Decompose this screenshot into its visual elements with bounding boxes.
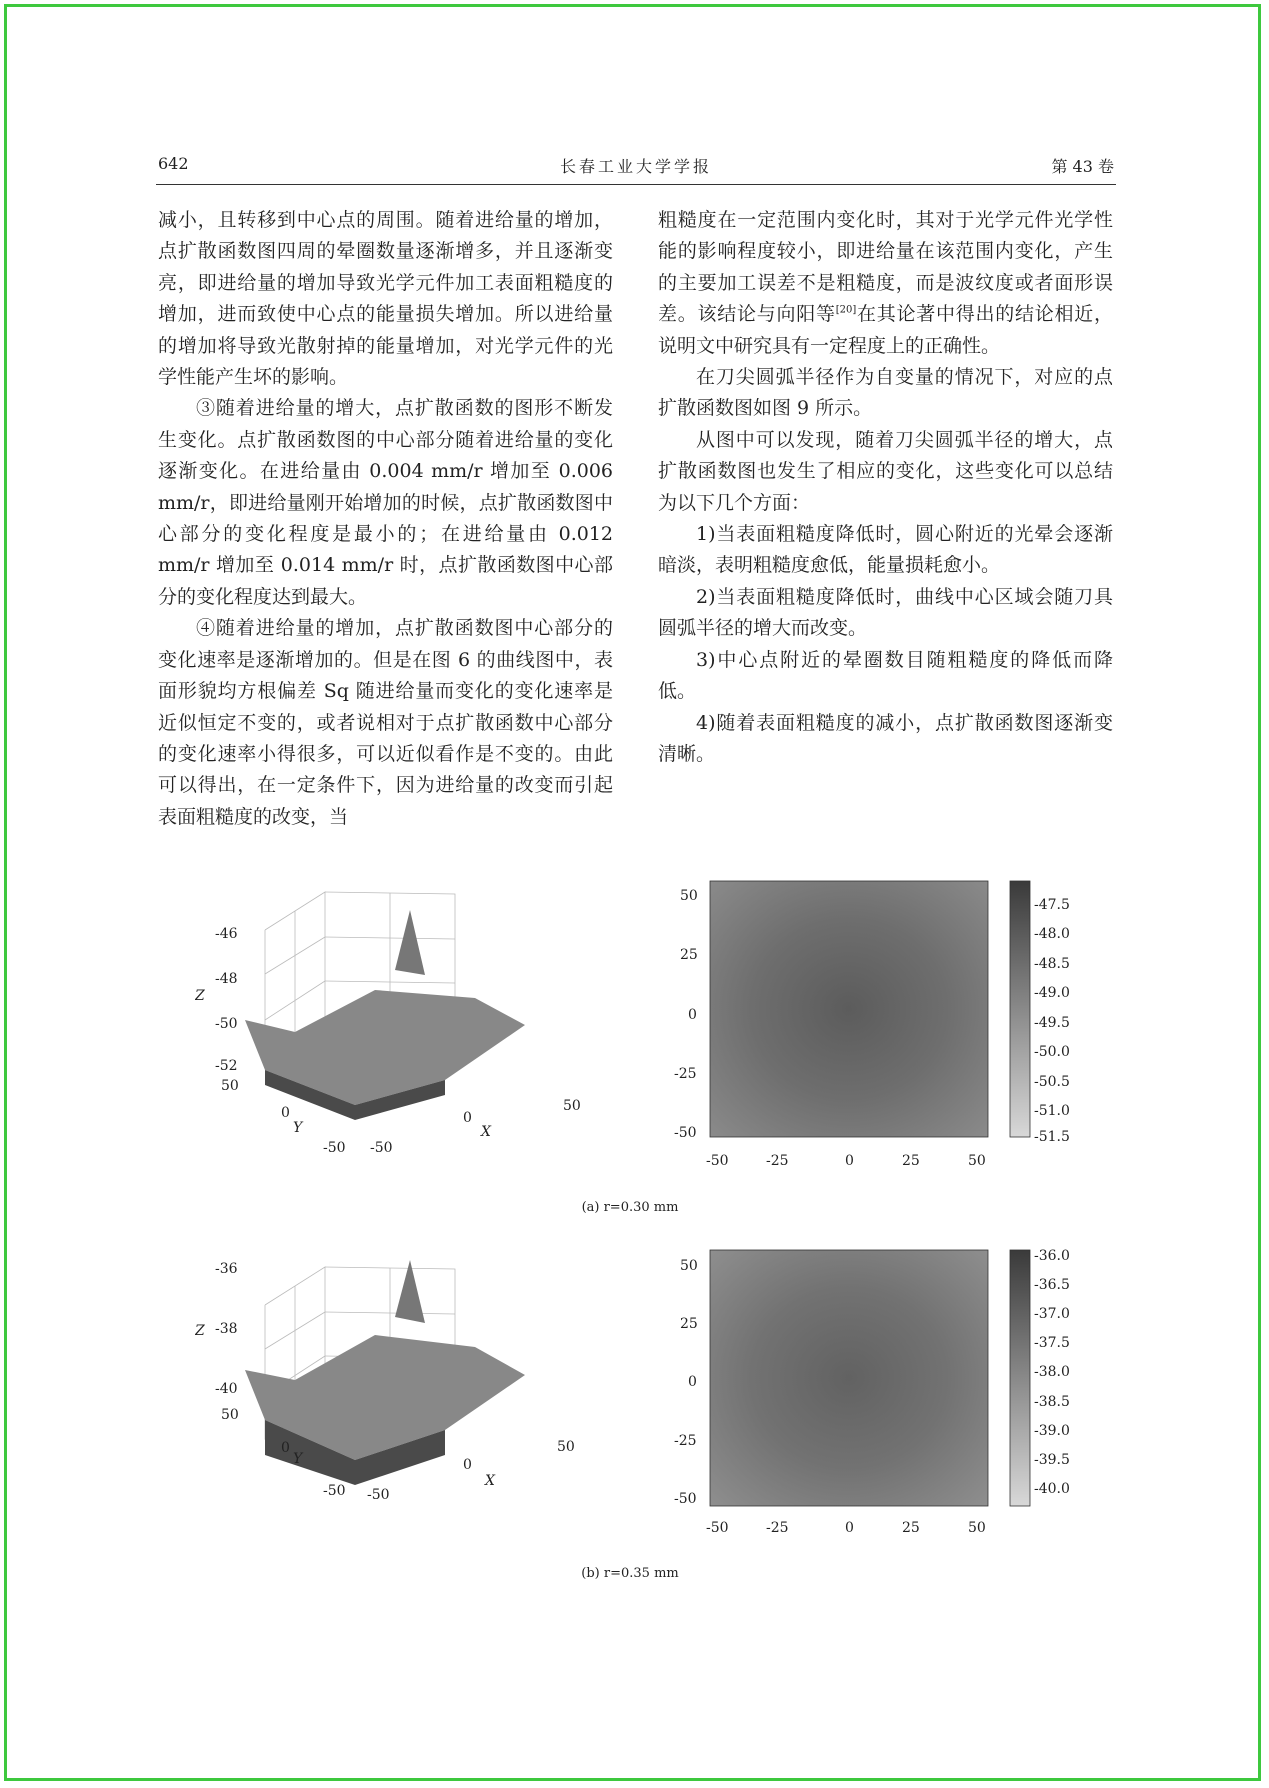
x-tick: 50 (563, 1098, 581, 1114)
paragraph: 减小，且转移到中心点的周围。随着进给量的增加，点扩散函数图四周的晕圈数量逐渐增多，并且逐渐变亮，即进给量的增加导致光学元件加工表面粗糙度的增加，进而致使中心点的能量损失增加。所以进给量的增加将导致光散射掉的能量增加，对光学元件的光学性能产生坏的影响。 (158, 209, 613, 389)
x-axis-label: X (481, 1124, 491, 1140)
colorbar (1010, 881, 1030, 1137)
y-tick: -50 (323, 1140, 346, 1156)
y-tick: 50 (221, 1407, 239, 1423)
surface-plot-b (195, 1255, 605, 1545)
y-tick: 25 (680, 1316, 698, 1332)
x-tick: 50 (968, 1520, 986, 1536)
colorbar-tick: -36.5 (1034, 1277, 1070, 1293)
colorbar-tick: -39.5 (1034, 1452, 1070, 1468)
figure-caption-a: (a) r=0.30 mm (581, 1200, 679, 1215)
y-tick: 25 (680, 947, 698, 963)
paragraph: 4)随着表面粗糙度的减小，点扩散函数图逐渐变清晰。 (658, 711, 1113, 765)
z-tick: -52 (215, 1058, 238, 1074)
z-axis-label: Z (195, 1323, 205, 1339)
colorbar-tick: -47.5 (1034, 897, 1070, 913)
paragraph: 1)当表面粗糙度降低时，圆心附近的光晕会逐渐暗淡，表明粗糙度愈低，能量损耗愈小。 (658, 523, 1113, 577)
x-tick: -50 (706, 1153, 729, 1169)
paragraph: 3)中心点附近的晕圈数目随粗糙度的降低而降低。 (658, 648, 1113, 703)
y-tick: 50 (680, 888, 698, 904)
x-tick: 50 (968, 1153, 986, 1169)
volume-number: 第 43 卷 (1051, 157, 1114, 176)
colorbar-tick: -38.5 (1034, 1394, 1070, 1410)
figure-caption-b: (b) r=0.35 mm (581, 1566, 679, 1581)
z-tick: -48 (215, 971, 238, 987)
colorbar-tick: -40.0 (1034, 1481, 1070, 1497)
z-tick: -46 (215, 926, 238, 942)
colorbar (1010, 1250, 1030, 1506)
paragraph: 2)当表面粗糙度降低时，曲线中心区域会随刀具圆弧半径的增大而改变。 (658, 585, 1113, 640)
text-run: 粗糙度在一定范围内变化时，其对于光学元件光学性能的影响程度较小，即进给量在该范围内变化，产生的主要加工误差不是粗糙度，而是波纹度或者面形误差。该结论与向阳等 (658, 209, 1113, 326)
x-tick: -25 (766, 1153, 789, 1169)
colorbar-tick: -48.5 (1034, 956, 1070, 972)
colorbar-tick: -50.5 (1034, 1074, 1070, 1090)
left-column (158, 205, 613, 833)
x-tick: 0 (463, 1110, 472, 1126)
z-tick: -36 (215, 1261, 238, 1277)
colorbar-tick: -37.5 (1034, 1335, 1070, 1351)
y-tick: 0 (688, 1374, 697, 1390)
x-tick: -50 (367, 1487, 390, 1503)
y-axis-label: Y (293, 1451, 303, 1467)
paragraph: ③随着进给量的增大，点扩散函数的图形不断发生变化。点扩散函数图的中心部分随着进给量的变化逐渐变化。在进给量由 0.004 mm/r 增加至 0.006 mm/r，即进给量刚开始增加的时候，点扩散函数图中心部分的变化程度是最小的；在进给量由 0.012 mm/r 增加至 0.014 mm/r 时，点扩散函数图中心部分的变化程度达到最大。 (158, 397, 613, 608)
surface-plot-a (195, 880, 605, 1170)
y-tick: 50 (221, 1078, 239, 1094)
colorbar-tick: -37.0 (1034, 1306, 1070, 1322)
running-header (156, 150, 1116, 185)
z-tick: -40 (215, 1381, 238, 1397)
z-tick: -50 (215, 1016, 238, 1032)
x-tick: 25 (902, 1520, 920, 1536)
colorbar-tick: -51.0 (1034, 1103, 1070, 1119)
x-tick: -25 (766, 1520, 789, 1536)
colorbar-tick: -51.5 (1034, 1129, 1070, 1145)
colorbar-tick: -49.5 (1034, 1015, 1070, 1031)
colorbar-tick: -50.0 (1034, 1044, 1070, 1060)
y-tick: -50 (323, 1483, 346, 1499)
heatmap-image (710, 1250, 988, 1506)
paragraph: ④随着进给量的增加，点扩散函数图中心部分的变化速率是逐渐增加的。但是在图 6 的曲线图中，表面形貌均方根偏差 Sq 随进给量而变化的变化速率是近似恒定不变的，或者说相对于点扩散函数中心部分的变化速率小得很多，可以近似看作是不变的。由此可以得出，在一定条件下，因为进给量的改变而引起表面粗糙度的改变，当 (158, 617, 613, 828)
y-axis-label: Y (293, 1120, 303, 1136)
y-tick: -25 (674, 1066, 697, 1082)
text-run: 在其论著中得出的结论相近，说明文中研究具有一定程度上的正确性。 (658, 303, 1113, 357)
paragraph: 从图中可以发现，随着刀尖圆弧半径的增大，点扩散函数图也发生了相应的变化，这些变化可以总结为以下几个方面： (658, 428, 1113, 514)
y-tick: 0 (688, 1007, 697, 1023)
right-column (658, 205, 1113, 770)
heatmap-b (650, 1240, 1090, 1540)
x-tick: 25 (902, 1153, 920, 1169)
page-number: 642 (158, 154, 189, 173)
x-tick: -50 (370, 1140, 393, 1156)
y-tick: -50 (674, 1125, 697, 1141)
colorbar-tick: -48.0 (1034, 926, 1070, 942)
x-tick: 0 (845, 1153, 854, 1169)
y-tick: 0 (281, 1105, 290, 1121)
heatmap-image (710, 881, 988, 1137)
citation: [20] (835, 304, 857, 316)
x-tick: 50 (557, 1439, 575, 1455)
z-tick: -38 (215, 1321, 238, 1337)
x-tick: 0 (463, 1457, 472, 1473)
paragraph (658, 205, 1113, 362)
y-tick: -25 (674, 1433, 697, 1449)
y-tick: 0 (281, 1440, 290, 1456)
x-axis-label: X (485, 1473, 495, 1489)
y-tick: -50 (674, 1491, 697, 1507)
journal-title: 长春工业大学学报 (559, 157, 712, 176)
y-tick: 50 (680, 1258, 698, 1274)
colorbar-tick: -38.0 (1034, 1364, 1070, 1380)
colorbar-tick: -39.0 (1034, 1423, 1070, 1439)
colorbar-tick: -49.0 (1034, 985, 1070, 1001)
z-axis-label: Z (195, 988, 205, 1004)
x-tick: -50 (706, 1520, 729, 1536)
colorbar-tick: -36.0 (1034, 1248, 1070, 1264)
heatmap-a (650, 875, 1090, 1175)
x-tick: 0 (845, 1520, 854, 1536)
paragraph: 在刀尖圆弧半径作为自变量的情况下，对应的点扩散函数图如图 9 所示。 (658, 366, 1113, 420)
